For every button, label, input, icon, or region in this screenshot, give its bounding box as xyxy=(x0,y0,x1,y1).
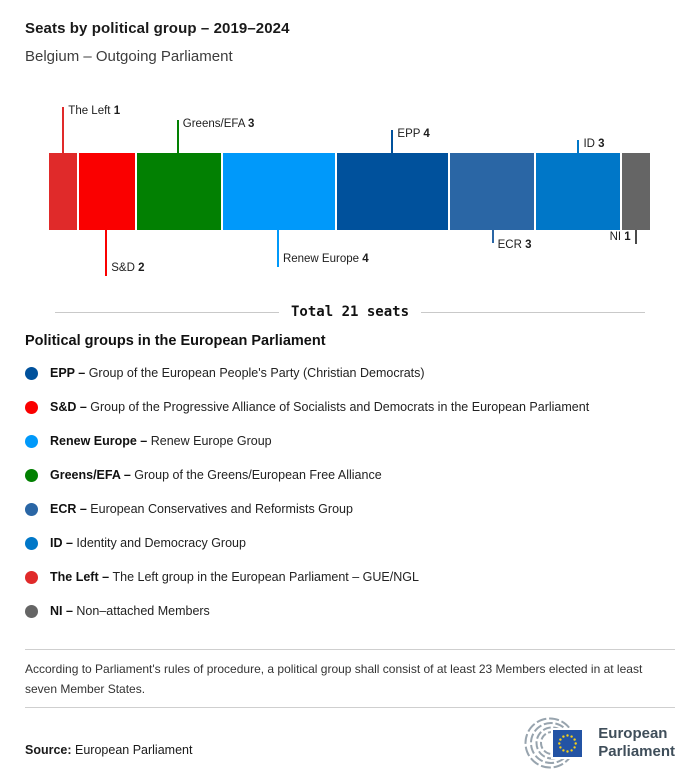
bar-segment-epp xyxy=(337,153,449,230)
callout-line-the-left xyxy=(62,107,64,153)
stacked-bar xyxy=(49,153,650,230)
callout-line-renew-europe xyxy=(277,230,279,267)
bar-segment-greens-efa xyxy=(137,153,221,230)
legend-item-ni xyxy=(25,594,675,628)
total-seats-divider xyxy=(55,304,645,320)
footer xyxy=(25,714,675,772)
legend-code-renew-europe: Renew Europe – xyxy=(50,434,151,448)
callout-line-ecr xyxy=(492,230,494,243)
legend-description-epp: Group of the European People's Party (Christian Democrats) xyxy=(88,366,425,380)
bar-segment-renew-europe xyxy=(223,153,335,230)
bar-segment-the-left xyxy=(49,153,77,230)
callout-label-ni: NI 1 xyxy=(609,231,631,243)
legend-description-the-left: The Left group in the European Parliament – GUE/NGL xyxy=(112,570,419,584)
callout-line-id xyxy=(577,140,579,153)
page-subtitle: Belgium – Outgoing Parliament xyxy=(25,48,233,65)
legend-label-id xyxy=(50,536,246,550)
legend-label-ecr xyxy=(50,502,353,516)
bar-segment-s-d xyxy=(79,153,135,230)
legend-description-renew-europe: Renew Europe Group xyxy=(150,434,272,448)
callout-seats-ni: 1 xyxy=(624,231,631,243)
callout-line-s-d xyxy=(105,230,107,276)
legend-item-the-left xyxy=(25,560,675,594)
legend-label-epp xyxy=(50,366,425,380)
legend-label-the-left xyxy=(50,570,419,584)
legend-label-s-d xyxy=(50,400,589,414)
logo-line1: European xyxy=(598,725,668,742)
bar-segment-id xyxy=(536,153,620,230)
legend-item-epp xyxy=(25,356,675,390)
legend-code-greens-efa: Greens/EFA – xyxy=(50,468,135,482)
callout-line-ni xyxy=(635,230,637,244)
legend-dot-renew-europe xyxy=(25,435,38,448)
legend-code-epp: EPP – xyxy=(50,366,89,380)
callout-seats-id: 3 xyxy=(598,138,605,150)
callout-seats-renew-europe: 4 xyxy=(362,253,369,265)
footnote-text: According to Parliament's rules of procedure, a political group shall consist of at least 23 Members elected in at least seven Member States. xyxy=(25,662,643,696)
legend-code-id: ID – xyxy=(50,536,77,550)
legend-code-s-d: S&D – xyxy=(50,400,91,414)
callout-seats-the-left: 1 xyxy=(113,105,121,117)
logo-wordmark xyxy=(598,725,675,761)
legend-label-greens-efa xyxy=(50,468,382,482)
callout-label-s-d: S&D 2 xyxy=(111,262,145,274)
callout-label-ecr: ECR 3 xyxy=(497,239,532,251)
legend-item-s-d xyxy=(25,390,675,424)
divider-line-right xyxy=(421,312,645,313)
callout-seats-ecr: 3 xyxy=(525,239,532,251)
legend-description-greens-efa: Group of the Greens/European Free Alliance xyxy=(134,468,382,482)
callout-line-greens-efa xyxy=(177,120,179,153)
legend-dot-epp xyxy=(25,367,38,380)
seats-chart xyxy=(25,90,675,290)
legend-item-renew-europe xyxy=(25,424,675,458)
legend-item-greens-efa xyxy=(25,458,675,492)
european-parliament-logo xyxy=(514,716,675,770)
legend-heading: Political groups in the European Parliament xyxy=(25,333,326,349)
legend-dot-greens-efa xyxy=(25,469,38,482)
legend-item-id xyxy=(25,526,675,560)
legend-description-ecr: European Conservatives and Reformists Group xyxy=(90,502,353,516)
logo-line2: Parliament xyxy=(598,743,675,760)
callout-seats-greens-efa: 3 xyxy=(247,118,255,130)
legend-code-ecr: ECR – xyxy=(50,502,91,516)
legend-label-ni xyxy=(50,604,210,618)
callout-seats-s-d: 2 xyxy=(138,262,145,274)
legend-code-the-left: The Left – xyxy=(50,570,113,584)
legend-description-ni: Non–attached Members xyxy=(76,604,210,618)
legend-description-s-d: Group of the Progressive Alliance of Socialists and Democrats in the European Parliament xyxy=(90,400,590,414)
legend-label-renew-europe xyxy=(50,434,272,448)
callout-label-the-left: The Left 1 xyxy=(68,105,121,117)
bar-segment-ni xyxy=(622,153,650,230)
callout-label-greens-efa: Greens/EFA 3 xyxy=(182,118,255,130)
divider-line-left xyxy=(55,312,279,313)
legend-dot-ni xyxy=(25,605,38,618)
legend-list xyxy=(25,356,675,628)
hemicycle-flag-icon xyxy=(514,716,590,770)
legend-code-ni: NI – xyxy=(50,604,77,618)
source-value: European Parliament xyxy=(71,743,193,757)
legend-description-id: Identity and Democracy Group xyxy=(76,536,246,550)
footnote-divider-bottom xyxy=(25,707,675,708)
bar-segment-ecr xyxy=(450,153,534,230)
page-title: Seats by political group – 2019–2024 xyxy=(25,20,290,37)
callout-label-epp: EPP 4 xyxy=(397,128,430,140)
legend-dot-s-d xyxy=(25,401,38,414)
legend-dot-the-left xyxy=(25,571,38,584)
legend-item-ecr xyxy=(25,492,675,526)
callout-label-renew-europe: Renew Europe 4 xyxy=(282,253,369,265)
source-label: Source: xyxy=(25,743,72,757)
legend-dot-id xyxy=(25,537,38,550)
legend-dot-ecr xyxy=(25,503,38,516)
total-seats-label: Total 21 seats xyxy=(291,304,410,320)
callout-seats-epp: 4 xyxy=(423,128,430,140)
source-line xyxy=(25,743,192,757)
callout-line-epp xyxy=(391,130,393,153)
callout-label-id: ID 3 xyxy=(583,138,605,150)
